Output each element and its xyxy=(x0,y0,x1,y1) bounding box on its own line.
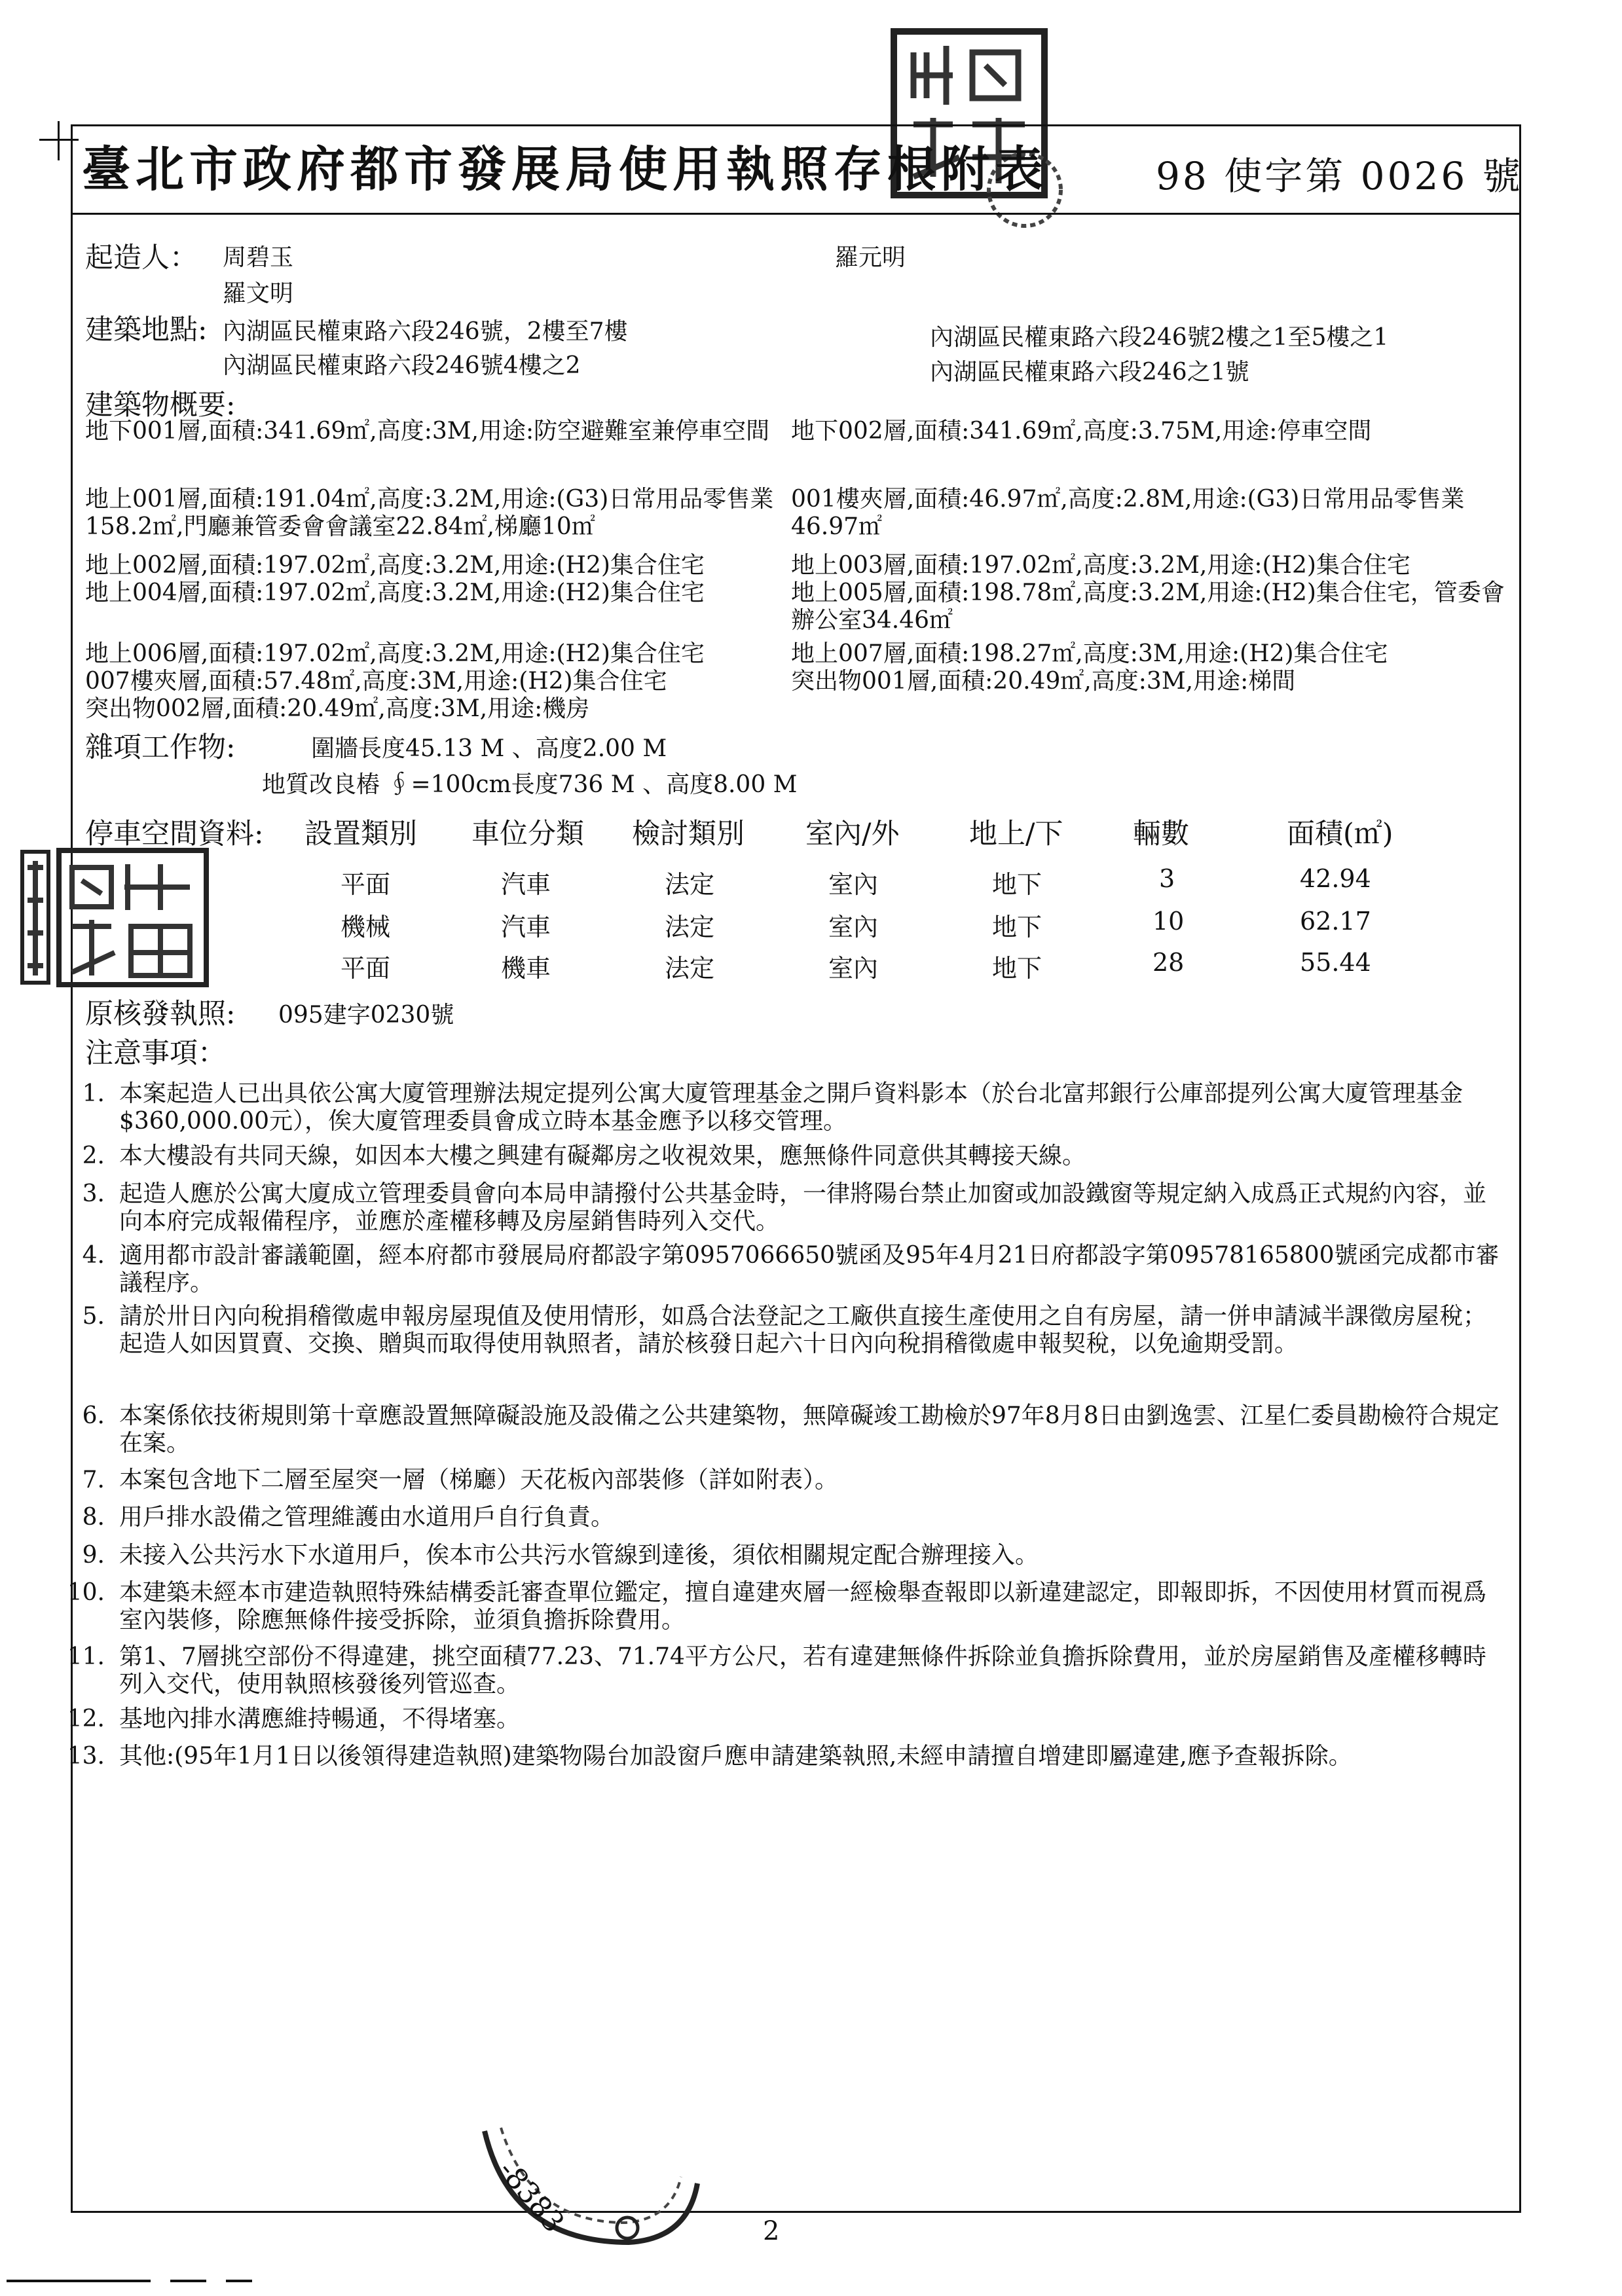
parking-cell: 62.17 xyxy=(1300,907,1371,936)
site-address: 內湖區民權東路六段246之1號 xyxy=(930,359,1249,386)
floor-entry: 地上001層,面積:191.04㎡,高度:3.2M,用途:(G3)日常用品零售業158.2㎡,門廳兼管委會會議室22.84㎡,梯廳10㎡ xyxy=(85,486,774,540)
note-text: 請於卅日內向稅捐稽徵處申報房屋現值及使用情形，如爲合法登記之工廠供直接生產使用之自有房屋，請一併申請減半課徵房屋稅；起造人如因買賣、交換、贈與而取得使用執照者，請於核發日起六十日內向稅捐稽徵處申報契稅，以免逾期受罰。 xyxy=(119,1303,1487,1357)
parking-cell: 室內 xyxy=(828,870,879,899)
note-number: 5. xyxy=(82,1303,105,1330)
parking-cell: 42.94 xyxy=(1300,864,1371,893)
parking-cell: 汽車 xyxy=(501,913,551,941)
note-item xyxy=(65,1643,1509,1702)
note-number: 12. xyxy=(67,1705,105,1732)
site-address: 內湖區民權東路六段246號4樓之2 xyxy=(223,352,581,379)
scan-mark xyxy=(7,2280,151,2282)
note-number: 2. xyxy=(82,1142,105,1169)
floor-entry: 地下002層,面積:341.69㎡,高度:3.75M,用途:停車空間 xyxy=(791,418,1372,445)
note-text: 用戶排水設備之管理維護由水道用戶自行負責。 xyxy=(119,1504,615,1531)
permit-number: 98 使字第 0026 號 xyxy=(1156,154,1523,198)
note-text: 第1、7層挑空部份不得違建，挑空面積77.23、71.74平方公尺，若有違建無條件拆除並負擔拆除費用，並於房屋銷售及產權移轉時列入交代，使用執照核發後列管巡查。 xyxy=(119,1643,1486,1698)
floor-entry: 001樓夾層,面積:46.97㎡,高度:2.8M,用途:(G3)日常用品零售業46.97㎡ xyxy=(791,486,1465,540)
note-text: 本案係依技術規則第十章應設置無障礙設施及設備之公共建築物，無障礙竣工勘檢於97年8月8日由劉逸雲、江星仁委員勘檢符合規定在案。 xyxy=(119,1402,1500,1457)
document-title: 臺北市政府都市發展局使用執照存根附表 xyxy=(82,141,1048,198)
parking-header: 室內/外 xyxy=(805,818,900,850)
floor-entry: 突出物002層,面積:20.49㎡,高度:3M,用途:機房 xyxy=(85,695,590,722)
note-number: 11. xyxy=(67,1643,105,1670)
scan-mark xyxy=(170,2280,206,2282)
note-number: 7. xyxy=(82,1467,105,1493)
note-text: 未接入公共污水下水道用戶，俟本市公共污水管線到達後，須依相關規定配合辦理接入。 xyxy=(119,1542,1039,1569)
parking-header: 車位分類 xyxy=(471,818,584,850)
corner-mark xyxy=(58,121,60,160)
note-text: 適用都市設計審議範圍，經本府都市發展局府都設字第0957066650號函及95年4月21日府都設字第09578165800號函完成都市審議程序。 xyxy=(119,1242,1500,1296)
builder-name: 羅文明 xyxy=(223,280,294,307)
note-text: 基地內排水溝應維持暢通，不得堵塞。 xyxy=(119,1705,521,1732)
note-item xyxy=(65,1180,1509,1239)
parking-cell: 平面 xyxy=(341,870,391,899)
parking-header: 檢討類別 xyxy=(632,818,745,850)
floor-entry: 地下001層,面積:341.69㎡,高度:3M,用途:防空避難室兼停車空間 xyxy=(85,418,770,445)
page-number: 2 xyxy=(763,2216,780,2246)
note-text: 本案包含地下二層至屋突一層（梯廳）天花板內部裝修（詳如附表）。 xyxy=(119,1467,839,1493)
note-text: 其他:(95年1月1日以後領得建造執照)建築物陽台加設窗戶應申請建築執照,未經申請擅自增建即屬違建,應予查報拆除。 xyxy=(119,1743,1352,1770)
overview-label: 建築物概要: xyxy=(85,389,236,422)
note-item xyxy=(65,1504,1509,1533)
parking-cell: 機車 xyxy=(501,954,551,983)
parking-header: 設置類別 xyxy=(304,818,417,850)
note-item xyxy=(65,1080,1509,1139)
stamp-number: -8383 xyxy=(491,2154,571,2239)
original-permit-value: 095建字0230號 xyxy=(278,1002,454,1029)
parking-header: 面積(㎡) xyxy=(1287,818,1393,850)
parking-label: 停車空間資料: xyxy=(85,818,264,850)
note-item xyxy=(65,1542,1509,1571)
left-seal-stamp xyxy=(20,848,210,994)
note-text: 本案起造人已出具依公寓大廈管理辦法規定提列公寓大廈管理基金之開戶資料影本（於台北富邦銀行公庫部提列公寓大廈管理基金$360,000.00元），俟大廈管理委員會成立時本基金應予以移交管理。 xyxy=(119,1080,1464,1135)
note-number: 9. xyxy=(82,1542,105,1569)
misc-works-label: 雜項工作物: xyxy=(85,731,236,764)
parking-cell: 機械 xyxy=(341,913,391,941)
note-item xyxy=(65,1705,1509,1735)
note-number: 13. xyxy=(67,1743,105,1770)
floor-entry: 地上005層,面積:198.78㎡,高度:3.2M,用途:(H2)集合住宅，管委會辦公室34.46㎡ xyxy=(791,579,1505,634)
floor-entry: 突出物001層,面積:20.49㎡,高度:3M,用途:梯間 xyxy=(791,668,1296,695)
title-rule xyxy=(71,213,1521,215)
parking-cell: 汽車 xyxy=(501,870,551,899)
parking-cell: 28 xyxy=(1152,948,1185,977)
parking-cell: 55.44 xyxy=(1300,948,1371,977)
parking-cell: 平面 xyxy=(341,954,391,983)
site-label: 建築地點: xyxy=(85,314,208,346)
parking-cell: 3 xyxy=(1159,864,1175,893)
builders-label: 起造人： xyxy=(85,242,198,274)
floor-entry: 007樓夾層,面積:57.48㎡,高度:3M,用途:(H2)集合住宅 xyxy=(85,668,667,695)
builder-name: 周碧玉 xyxy=(223,244,294,271)
scan-mark xyxy=(226,2280,252,2282)
builder-name: 羅元明 xyxy=(835,244,906,271)
note-item xyxy=(65,1467,1509,1496)
note-number: 3. xyxy=(82,1180,105,1207)
note-text: 本大樓設有共同天線，如因本大樓之興建有礙鄰房之收視效果，應無條件同意供其轉接天線。 xyxy=(119,1142,1086,1169)
floor-entry: 地上004層,面積:197.02㎡,高度:3.2M,用途:(H2)集合住宅 xyxy=(85,579,705,606)
parking-header: 輛數 xyxy=(1133,818,1189,850)
parking-cell: 地下 xyxy=(992,954,1042,983)
note-text: 本建築未經本市建造執照特殊結構委託審查單位鑑定，擅自違建夾層一經檢舉查報即以新違建認定，即報即拆，不因使用材質而視爲室內裝修，除應無條件接受拆除，並須負擔拆除費用。 xyxy=(119,1579,1487,1633)
note-number: 8. xyxy=(82,1504,105,1531)
note-item xyxy=(65,1579,1509,1638)
floor-entry: 地上003層,面積:197.02㎡,高度:3.2M,用途:(H2)集合住宅 xyxy=(791,552,1410,579)
parking-cell: 法定 xyxy=(665,913,715,941)
notes-label: 注意事項： xyxy=(85,1037,226,1070)
note-item xyxy=(65,1402,1509,1461)
parking-header: 地上/下 xyxy=(969,818,1063,850)
note-number: 4. xyxy=(82,1242,105,1269)
parking-cell: 室內 xyxy=(828,954,879,983)
parking-cell: 地下 xyxy=(992,913,1042,941)
note-item xyxy=(65,1142,1509,1172)
note-item xyxy=(65,1303,1509,1389)
parking-cell: 法定 xyxy=(665,954,715,983)
site-address: 內湖區民權東路六段246號，2樓至7樓 xyxy=(223,318,628,345)
note-number: 1. xyxy=(82,1080,105,1107)
misc-work-item: 地質改良樁 ∮=100cm長度736 M 、高度8.00 M xyxy=(262,771,798,798)
site-address: 內湖區民權東路六段246號2樓之1至5樓之1 xyxy=(930,324,1389,351)
parking-cell: 地下 xyxy=(992,870,1042,899)
floor-entry: 地上007層,面積:198.27㎡,高度:3M,用途:(H2)集合住宅 xyxy=(791,640,1388,667)
note-item xyxy=(65,1242,1509,1301)
note-item xyxy=(65,1743,1509,1802)
misc-work-item: 圍牆長度45.13 M 、高度2.00 M xyxy=(311,735,667,762)
note-number: 6. xyxy=(82,1402,105,1429)
note-number: 10. xyxy=(67,1579,105,1606)
original-permit-label: 原核發執照: xyxy=(85,998,236,1030)
parking-cell: 室內 xyxy=(828,913,879,941)
parking-cell: 10 xyxy=(1152,907,1185,936)
note-text: 起造人應於公寓大廈成立管理委員會向本局申請撥付公共基金時，一律將陽台禁止加窗或加設鐵窗等規定納入成爲正式規約內容，並向本府完成報備程序，並應於產權移轉及房屋銷售時列入交代。 xyxy=(119,1180,1487,1235)
floor-entry: 地上006層,面積:197.02㎡,高度:3.2M,用途:(H2)集合住宅 xyxy=(85,640,705,667)
floor-entry: 地上002層,面積:197.02㎡,高度:3.2M,用途:(H2)集合住宅 xyxy=(85,552,705,579)
parking-cell: 法定 xyxy=(665,870,715,899)
